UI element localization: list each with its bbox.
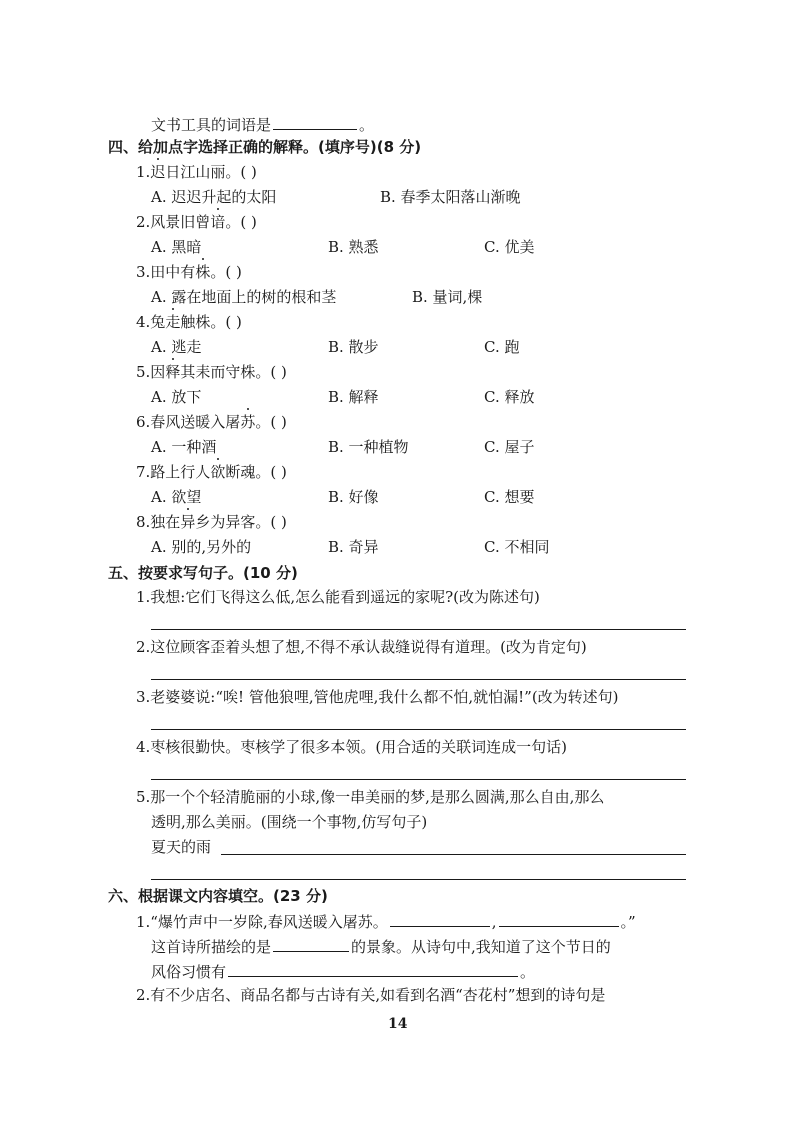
answer-blank[interactable] [228, 960, 518, 977]
s4-question-4: 4.兔走触株。( ) [136, 313, 242, 331]
s4-q4-option-b: B. 散步 [328, 338, 379, 356]
s4-q7-option-b: B. 好像 [328, 488, 379, 506]
s5-answer-line-1[interactable] [151, 629, 686, 630]
s4-q6-option-c: C. 屋子 [484, 438, 535, 456]
s4-q2-option-a: A. 黑暗 [151, 238, 202, 256]
s4-q5-option-a: A. 放下 [151, 388, 202, 406]
s4-q5-option-c: C. 释放 [484, 388, 535, 406]
s5-question-5c: 夏天的雨 [151, 838, 212, 856]
s4-q1-option-a: A. 迟迟升起的太阳 [151, 188, 277, 206]
s4-q6-option-a: A. 一种酒 [151, 438, 217, 456]
s5-question-1: 1.我想:它们飞得这么低,怎么能看到遥远的家呢?(改为陈述句) [136, 588, 540, 606]
s4-question-8: 8.独在异乡为异客。( ) [136, 513, 287, 531]
s5-question-3: 3.老婆婆说:“唉! 管他狼哩,管他虎哩,我什么都不怕,就怕漏!”(改为转述句) [136, 688, 619, 706]
s5-question-5a: 5.那一个个轻清脆丽的小球,像一串美丽的梦,是那么圆满,那么自由,那么 [136, 788, 605, 806]
s4-q8-option-a: A. 别的,另外的 [151, 538, 252, 556]
answer-blank[interactable] [273, 935, 349, 952]
s4-q5-option-b: B. 解释 [328, 388, 379, 406]
answer-blank[interactable] [499, 910, 619, 927]
s5-question-5b: 透明,那么美丽。(围绕一个事物,仿写句子) [151, 813, 428, 831]
s4-question-1: 1.迟日江山丽。( ) [136, 163, 257, 181]
answer-blank[interactable] [390, 910, 490, 927]
s4-question-2: 2.风景旧曾谙。( ) [136, 213, 257, 231]
dotted-character: 欲 [210, 463, 226, 481]
s5-answer-line-2[interactable] [151, 679, 686, 680]
s6-question-1a: 1.“爆竹声中一岁除,春风送暖入屠苏。 , 。” [136, 910, 636, 932]
s5-answer-line-5b[interactable] [151, 879, 686, 880]
s5-question-4: 4.枣核很勤快。枣核学了很多本领。(用合适的关联词连成一句话) [136, 738, 568, 756]
s6-question-1c: 风俗习惯有 。 [151, 960, 535, 982]
s5-question-2: 2.这位顾客歪着头想了想,不得不承认裁缝说得有道理。(改为肯定句) [136, 638, 587, 656]
s4-question-6: 6.春风送暖入屠苏。( ) [136, 413, 287, 431]
s4-q4-option-a: A. 逃走 [151, 338, 202, 356]
page-number: 14 [388, 1016, 408, 1032]
s4-q2-option-b: B. 熟悉 [328, 238, 379, 256]
s4-q7-option-a: A. 欲望 [151, 488, 202, 506]
s6-question-2: 2.有不少店名、商品名都与古诗有关,如看到名酒“杏花村”想到的诗句是 [136, 986, 606, 1004]
s5-answer-line-4[interactable] [151, 779, 686, 780]
s4-q8-option-b: B. 奇异 [328, 538, 379, 556]
s4-q4-option-c: C. 跑 [484, 338, 520, 356]
s4-q7-option-c: C. 想要 [484, 488, 535, 506]
dotted-character: 迟 [150, 163, 166, 181]
dotted-character: 株 [195, 263, 211, 281]
s4-q3-option-a: A. 露在地面上的树的根和茎 [151, 288, 337, 306]
dotted-character: 释 [165, 363, 181, 381]
s4-question-5: 5.因释其耒而守株。( ) [136, 363, 287, 381]
s5-answer-line-5a[interactable] [221, 854, 686, 855]
s4-q3-option-b: B. 量词,棵 [412, 288, 483, 306]
section-4-title: 四、给加点字选择正确的解释。(填序号)(8 分) [108, 138, 422, 156]
s4-question-7: 7.路上行人欲断魂。( ) [136, 463, 287, 481]
s4-q2-option-c: C. 优美 [484, 238, 535, 256]
s4-question-3: 3.田中有株。( ) [136, 263, 242, 281]
top-line: 文书工具的词语是 。 [151, 113, 374, 135]
dotted-character: 异 [180, 513, 196, 531]
section-6-title: 六、根据课文内容填空。(23 分) [108, 887, 328, 905]
s4-q6-option-b: B. 一种植物 [328, 438, 409, 456]
s4-q8-option-c: C. 不相同 [484, 538, 550, 556]
dotted-character: 谙 [210, 213, 226, 231]
s6-question-1b: 这首诗所描绘的是 的景象。从诗句中,我知道了这个节日的 [151, 935, 611, 957]
dotted-character: 走 [165, 313, 181, 331]
s4-q1-option-b: B. 春季太阳落山渐晚 [380, 188, 521, 206]
dotted-character: 苏 [240, 413, 256, 431]
section-5-title: 五、按要求写句子。(10 分) [108, 564, 298, 582]
s5-answer-line-3[interactable] [151, 729, 686, 730]
answer-blank[interactable] [273, 113, 357, 130]
